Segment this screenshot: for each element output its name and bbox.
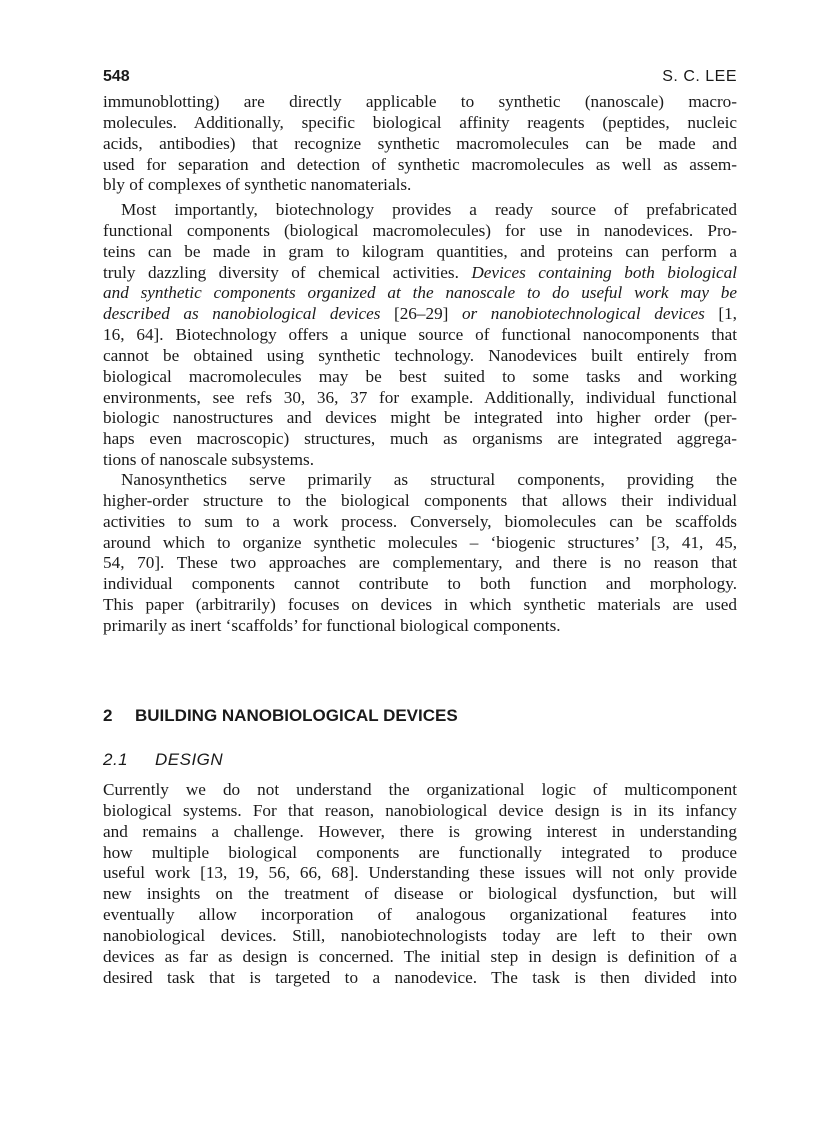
text-line: how multiple biological components are functionally integrated to produce: [103, 842, 737, 862]
text-line: primarily as inert ‘scaffolds’ for functional biological components.: [103, 615, 561, 635]
text-line: tions of nanoscale subsystems.: [103, 450, 315, 470]
text-line: desired task that is targeted to a nanodevice. The task is then divided into: [103, 967, 737, 987]
paragraph-1: [103, 92, 737, 196]
text-line: molecules. Additionally, specific biological affinity reagents (peptides, nucleic: [103, 112, 737, 132]
section-number: 2: [103, 706, 113, 725]
text-line: around which to organize synthetic molecules – ‘biogenic structures’ [3, 41, 45,: [103, 532, 737, 552]
section-heading: [103, 706, 458, 726]
text-line: and remains a challenge. However, there is growing interest in understanding: [103, 821, 737, 841]
text-line: biological macromolecules may be best suited to some tasks and working: [103, 366, 737, 386]
text-line: individual components cannot contribute to both function and morphology.: [103, 574, 737, 594]
text-line: environments, see refs 30, 36, 37 for example. Additionally, individual functional: [103, 387, 737, 407]
text-line: immunoblotting) are directly applicable to synthetic (nanoscale) macro-: [103, 92, 737, 111]
paragraph-3: [103, 470, 737, 637]
text-line: Most importantly, biotechnology provides a ready source of prefabricated: [121, 200, 737, 219]
text-line: described as nanobiological devices [26–29] or nanobiotechnological devices [1,: [103, 304, 737, 324]
text-line: higher-order structure to the biological components that allows their individual: [103, 490, 737, 510]
text-line: and synthetic components organized at the nanoscale to do useful work may be: [103, 283, 737, 303]
page-number: 548: [103, 68, 130, 85]
text-line: activities to sum to a work process. Conversely, biomolecules can be scaffolds: [103, 511, 737, 531]
text-line: Nanosynthetics serve primarily as structural components, providing the: [121, 470, 737, 489]
subsection-heading: [103, 750, 223, 770]
text-line: devices as far as design is concerned. The initial step in design is definition of a: [103, 946, 737, 966]
paragraph-4: [103, 780, 737, 988]
subsection-title: DESIGN: [155, 750, 224, 769]
text-line: acids, antibodies) that recognize synthetic macromolecules can be made and: [103, 133, 737, 153]
text-line: biological systems. For that reason, nanobiological device design is in its infancy: [103, 800, 737, 820]
text-line: teins can be made in gram to kilogram quantities, and proteins can perform a: [103, 241, 737, 261]
text-line: cannot be obtained using synthetic technology. Nanodevices built entirely from: [103, 345, 737, 365]
text-line: 16, 64]. Biotechnology offers a unique source of functional nanocomponents that: [103, 325, 737, 345]
text-line: nanobiological devices. Still, nanobiotechnologists today are left to their own: [103, 925, 737, 945]
text-line: used for separation and detection of synthetic macromolecules as well as assem-: [103, 154, 737, 174]
section-title: BUILDING NANOBIOLOGICAL DEVICES: [135, 706, 458, 725]
text-line: bly of complexes of synthetic nanomaterials.: [103, 175, 412, 195]
text-line: biologic nanostructures and devices might be integrated into higher order (per-: [103, 408, 737, 428]
text-line: haps even macroscopic) structures, much as organisms are integrated aggrega-: [103, 429, 737, 449]
text-line: eventually allow incorporation of analogous organizational features into: [103, 905, 737, 925]
text-line: new insights on the treatment of disease or biological dysfunction, but will: [103, 884, 737, 904]
text-line: useful work [13, 19, 56, 66, 68]. Understanding these issues will not only provide: [103, 863, 737, 883]
running-header-author: S. C. LEE: [662, 68, 737, 85]
text-line: Currently we do not understand the organizational logic of multicomponent: [103, 780, 737, 799]
subsection-number: 2.1: [103, 750, 129, 769]
text-line: functional components (biological macromolecules) for use in nanodevices. Pro-: [103, 220, 737, 240]
text-line: truly dazzling diversity of chemical activities. Devices containing both biological: [103, 262, 737, 282]
text-line: 54, 70]. These two approaches are complementary, and there is no reason that: [103, 553, 737, 573]
paragraph-2: [103, 200, 737, 471]
text-line: This paper (arbitrarily) focuses on devices in which synthetic materials are used: [103, 595, 737, 615]
